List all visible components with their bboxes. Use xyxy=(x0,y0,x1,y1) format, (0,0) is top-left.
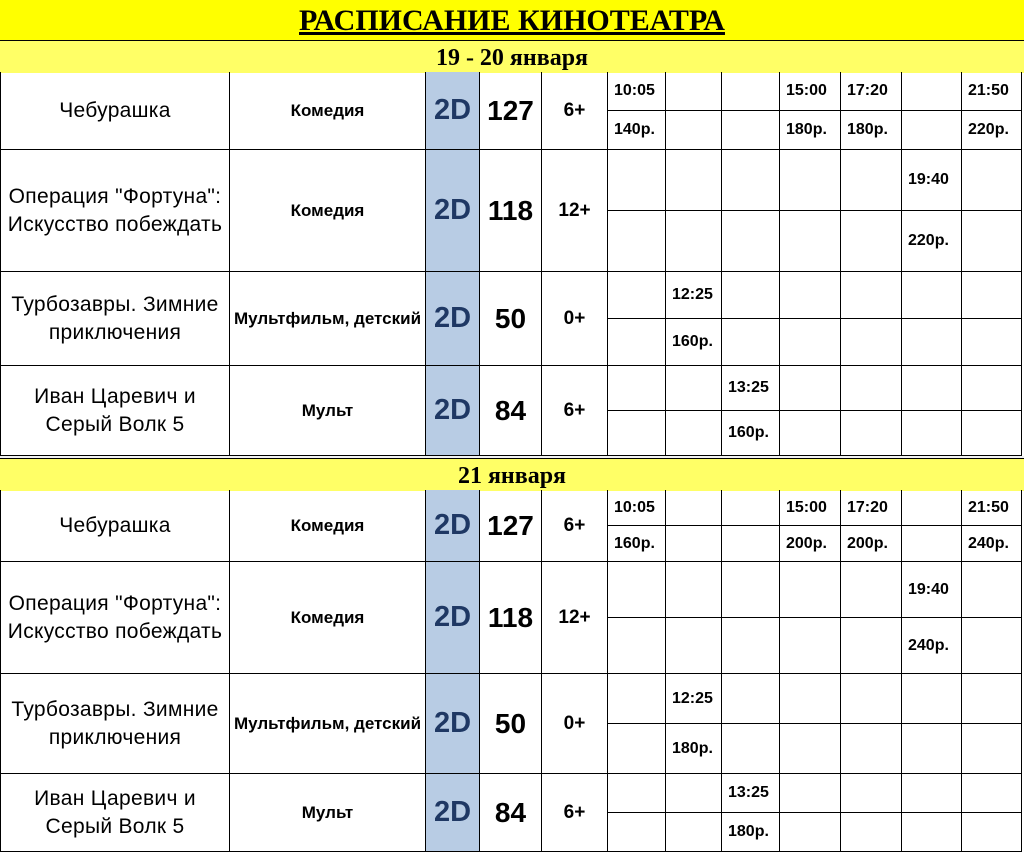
movie-title-text: Чебурашка xyxy=(59,513,171,537)
movie-duration xyxy=(480,490,542,562)
movie-duration-text: 118 xyxy=(487,194,534,226)
movie-duration xyxy=(480,674,542,774)
movie-genre xyxy=(230,366,426,456)
movie-genre xyxy=(230,72,426,150)
price-cell xyxy=(666,813,722,852)
ticket-price: 180р. xyxy=(786,121,827,138)
showtime-cell xyxy=(841,490,902,526)
ticket-price: 200р. xyxy=(847,534,888,552)
movie-genre xyxy=(230,674,426,774)
movie-age-rating xyxy=(542,366,608,456)
showtime-cell xyxy=(608,562,666,618)
showtime-cell xyxy=(608,72,666,111)
movie-genre xyxy=(230,490,426,562)
price-cell xyxy=(962,813,1022,852)
price-cell xyxy=(608,211,666,272)
movie-age-rating xyxy=(542,774,608,852)
showtime-cell xyxy=(841,674,902,724)
movie-format xyxy=(426,562,480,674)
showtime-cell xyxy=(608,272,666,319)
price-cell xyxy=(722,111,780,150)
showtime-cell xyxy=(780,366,841,411)
showtime-cell xyxy=(780,562,841,618)
price-cell xyxy=(841,724,902,774)
showtime-cell xyxy=(608,150,666,211)
price-cell xyxy=(722,526,780,562)
movie-title-text: Чебурашка xyxy=(59,98,171,122)
movie-title xyxy=(0,150,230,272)
showtime-cell xyxy=(962,490,1022,526)
ticket-price: 180р. xyxy=(847,121,888,138)
price-cell xyxy=(608,111,666,150)
showtime-cell xyxy=(962,562,1022,618)
ticket-price: 140р. xyxy=(614,121,655,138)
ticket-price: 240р. xyxy=(968,534,1009,552)
showtime-cell xyxy=(841,366,902,411)
price-cell xyxy=(666,526,722,562)
price-cell xyxy=(666,724,722,774)
movie-format xyxy=(426,72,480,150)
movie-format xyxy=(426,490,480,562)
showtime-cell xyxy=(608,774,666,813)
movie-age-rating xyxy=(542,272,608,366)
movie-duration-text: 127 xyxy=(487,509,534,541)
price-cell xyxy=(962,411,1022,456)
movie-duration xyxy=(480,150,542,272)
movie-title-text: Иван Царевич и Серый Волк 5 xyxy=(34,384,196,436)
movie-duration-text: 118 xyxy=(487,601,534,633)
price-cell xyxy=(780,319,841,366)
showtime: 13:25 xyxy=(728,784,769,801)
price-cell xyxy=(722,813,780,852)
price-cell xyxy=(780,411,841,456)
ticket-price: 180р. xyxy=(672,739,713,757)
movie-format-text: 2D xyxy=(433,509,472,541)
table-row xyxy=(0,674,1024,774)
showtime-cell xyxy=(608,490,666,526)
showtime: 10:05 xyxy=(614,498,655,516)
table-row xyxy=(0,366,1024,456)
showtime-cell xyxy=(902,150,962,211)
price-cell xyxy=(962,319,1022,366)
movie-genre-text: Комедия xyxy=(290,200,365,220)
showtime-cell xyxy=(962,272,1022,319)
price-cell xyxy=(780,526,841,562)
showtime: 10:05 xyxy=(614,82,655,99)
table-row xyxy=(0,150,1024,272)
movie-age-rating-text: 12+ xyxy=(558,199,591,221)
showtime-cell xyxy=(666,774,722,813)
movie-format-text: 2D xyxy=(433,94,472,126)
movie-format-text: 2D xyxy=(433,707,472,739)
showtime-cell xyxy=(902,562,962,618)
table-row xyxy=(0,272,1024,366)
showtime-cell xyxy=(722,72,780,111)
showtime: 21:50 xyxy=(968,82,1009,99)
movie-genre-text: Комедия xyxy=(290,100,365,120)
price-cell xyxy=(608,526,666,562)
page-title xyxy=(0,0,1024,40)
movie-age-rating-text: 6+ xyxy=(563,801,586,823)
showtime-cell xyxy=(666,490,722,526)
showtime-cell xyxy=(962,674,1022,724)
movie-duration xyxy=(480,562,542,674)
movie-age-rating xyxy=(542,72,608,150)
price-cell xyxy=(841,618,902,674)
showtime-cell xyxy=(902,72,962,111)
movie-title-text: Иван Царевич и Серый Волк 5 xyxy=(34,786,196,838)
showtime-cell xyxy=(780,72,841,111)
price-cell xyxy=(780,724,841,774)
price-cell xyxy=(608,411,666,456)
price-cell xyxy=(902,724,962,774)
price-cell xyxy=(780,813,841,852)
movie-title xyxy=(0,366,230,456)
movie-genre xyxy=(230,774,426,852)
movie-genre-text: Мульт xyxy=(301,802,354,822)
showtime-cell xyxy=(902,366,962,411)
date-header: 21 января xyxy=(0,458,1024,491)
ticket-price: 180р. xyxy=(728,823,769,840)
showtime-cell xyxy=(841,150,902,211)
price-cell xyxy=(722,411,780,456)
price-cell xyxy=(902,526,962,562)
movie-age-rating-text: 12+ xyxy=(558,606,591,628)
showtime: 12:25 xyxy=(672,286,713,303)
price-cell xyxy=(666,411,722,456)
showtime-cell xyxy=(722,490,780,526)
price-cell xyxy=(962,618,1022,674)
movie-duration-text: 84 xyxy=(494,394,527,426)
price-cell xyxy=(666,319,722,366)
movie-format xyxy=(426,366,480,456)
price-cell xyxy=(962,724,1022,774)
movie-duration xyxy=(480,774,542,852)
price-cell xyxy=(666,111,722,150)
movie-format-text: 2D xyxy=(433,194,472,226)
showtime: 15:00 xyxy=(786,498,827,516)
showtime-cell xyxy=(722,150,780,211)
showtime: 17:20 xyxy=(847,82,888,99)
showtime-cell xyxy=(962,150,1022,211)
price-cell xyxy=(722,618,780,674)
movie-format xyxy=(426,272,480,366)
table-row xyxy=(0,774,1024,852)
movie-format-text: 2D xyxy=(433,601,472,633)
showtime-cell xyxy=(902,674,962,724)
movie-genre-text: Комедия xyxy=(290,515,365,535)
movie-duration xyxy=(480,72,542,150)
movie-age-rating xyxy=(542,490,608,562)
price-cell xyxy=(666,211,722,272)
ticket-price: 200р. xyxy=(786,534,827,552)
movie-genre-text: Комедия xyxy=(290,607,365,627)
showtime-cell xyxy=(666,674,722,724)
movie-title xyxy=(0,272,230,366)
movie-genre-text: Мультфильм, детский xyxy=(233,308,422,328)
movie-title xyxy=(0,562,230,674)
showtime-cell xyxy=(780,272,841,319)
showtime-cell xyxy=(841,562,902,618)
price-cell xyxy=(722,319,780,366)
movie-age-rating xyxy=(542,150,608,272)
price-cell xyxy=(780,111,841,150)
price-cell xyxy=(722,724,780,774)
movie-age-rating-text: 0+ xyxy=(563,712,586,734)
showtime-cell xyxy=(962,774,1022,813)
showtime-cell xyxy=(780,150,841,211)
price-cell xyxy=(841,813,902,852)
movie-format-text: 2D xyxy=(433,302,472,334)
price-cell xyxy=(608,724,666,774)
ticket-price: 160р. xyxy=(614,534,655,552)
movie-format xyxy=(426,774,480,852)
table-row xyxy=(0,72,1024,150)
showtime: 12:25 xyxy=(672,689,713,707)
showtime-cell xyxy=(902,774,962,813)
showtime: 17:20 xyxy=(847,498,888,516)
price-cell xyxy=(902,618,962,674)
showtime-cell xyxy=(841,272,902,319)
price-cell xyxy=(902,813,962,852)
price-cell xyxy=(902,411,962,456)
price-cell xyxy=(780,618,841,674)
movie-title-text: Турбозавры. Зимние приключения xyxy=(11,697,219,749)
showtime-cell xyxy=(666,562,722,618)
movie-title-text: Турбозавры. Зимние приключения xyxy=(11,292,219,344)
showtime-cell xyxy=(902,490,962,526)
movie-age-rating-text: 0+ xyxy=(563,307,586,329)
price-cell xyxy=(962,211,1022,272)
movie-duration-text: 127 xyxy=(487,94,534,126)
showtime-cell xyxy=(608,674,666,724)
ticket-price: 220р. xyxy=(968,121,1009,138)
date-header: 19 - 20 января xyxy=(0,40,1024,73)
movie-format xyxy=(426,674,480,774)
movie-age-rating xyxy=(542,674,608,774)
showtime: 21:50 xyxy=(968,498,1009,516)
showtime-cell xyxy=(666,72,722,111)
showtime: 15:00 xyxy=(786,82,827,99)
showtime-cell xyxy=(780,774,841,813)
ticket-price: 160р. xyxy=(728,424,769,441)
showtime-cell xyxy=(722,366,780,411)
movie-format xyxy=(426,150,480,272)
movie-title xyxy=(0,774,230,852)
showtime-cell xyxy=(962,366,1022,411)
ticket-price: 240р. xyxy=(908,636,949,654)
movie-duration-text: 84 xyxy=(494,796,527,828)
showtime: 13:25 xyxy=(728,379,769,396)
movie-age-rating xyxy=(542,562,608,674)
movie-genre xyxy=(230,150,426,272)
page-title-text: РАСПИСАНИЕ КИНОТЕАТРА xyxy=(299,4,725,37)
price-cell xyxy=(780,211,841,272)
showtime-cell xyxy=(722,562,780,618)
movie-age-rating-text: 6+ xyxy=(563,99,586,121)
table-row xyxy=(0,490,1024,562)
showtime-cell xyxy=(841,774,902,813)
price-cell xyxy=(666,618,722,674)
movie-duration-text: 50 xyxy=(494,707,527,739)
movie-format-text: 2D xyxy=(433,394,472,426)
price-cell xyxy=(841,319,902,366)
showtime: 19:40 xyxy=(908,171,949,188)
showtime-cell xyxy=(780,674,841,724)
movie-title-text: Операция "Фортуна": Искусство побеждать xyxy=(7,591,223,643)
ticket-price: 220р. xyxy=(908,232,949,249)
movie-title xyxy=(0,490,230,562)
movie-genre-text: Мультфильм, детский xyxy=(233,713,422,733)
showtime-cell xyxy=(666,272,722,319)
movie-duration xyxy=(480,272,542,366)
price-cell xyxy=(722,211,780,272)
movie-genre xyxy=(230,272,426,366)
movie-duration xyxy=(480,366,542,456)
price-cell xyxy=(841,411,902,456)
showtime: 19:40 xyxy=(908,580,949,598)
price-cell xyxy=(962,526,1022,562)
movie-genre xyxy=(230,562,426,674)
movie-genre-text: Мульт xyxy=(301,400,354,420)
price-cell xyxy=(608,813,666,852)
showtime-cell xyxy=(666,150,722,211)
showtime-cell xyxy=(722,674,780,724)
movie-title xyxy=(0,72,230,150)
price-cell xyxy=(902,111,962,150)
showtime-cell xyxy=(780,490,841,526)
table-row xyxy=(0,562,1024,674)
movie-duration-text: 50 xyxy=(494,302,527,334)
price-cell xyxy=(962,111,1022,150)
price-cell xyxy=(608,618,666,674)
price-cell xyxy=(841,526,902,562)
showtime-cell xyxy=(841,72,902,111)
showtime-cell xyxy=(608,366,666,411)
showtime-cell xyxy=(722,774,780,813)
price-cell xyxy=(902,319,962,366)
movie-title-text: Операция "Фортуна": Искусство побеждать xyxy=(7,184,223,236)
movie-format-text: 2D xyxy=(433,796,472,828)
price-cell xyxy=(841,211,902,272)
price-cell xyxy=(841,111,902,150)
showtime-cell xyxy=(666,366,722,411)
showtime-cell xyxy=(902,272,962,319)
ticket-price: 160р. xyxy=(672,333,713,350)
movie-age-rating-text: 6+ xyxy=(563,514,586,536)
showtime-cell xyxy=(722,272,780,319)
price-cell xyxy=(902,211,962,272)
price-cell xyxy=(608,319,666,366)
movie-title xyxy=(0,674,230,774)
movie-age-rating-text: 6+ xyxy=(563,399,586,421)
showtime-cell xyxy=(962,72,1022,111)
